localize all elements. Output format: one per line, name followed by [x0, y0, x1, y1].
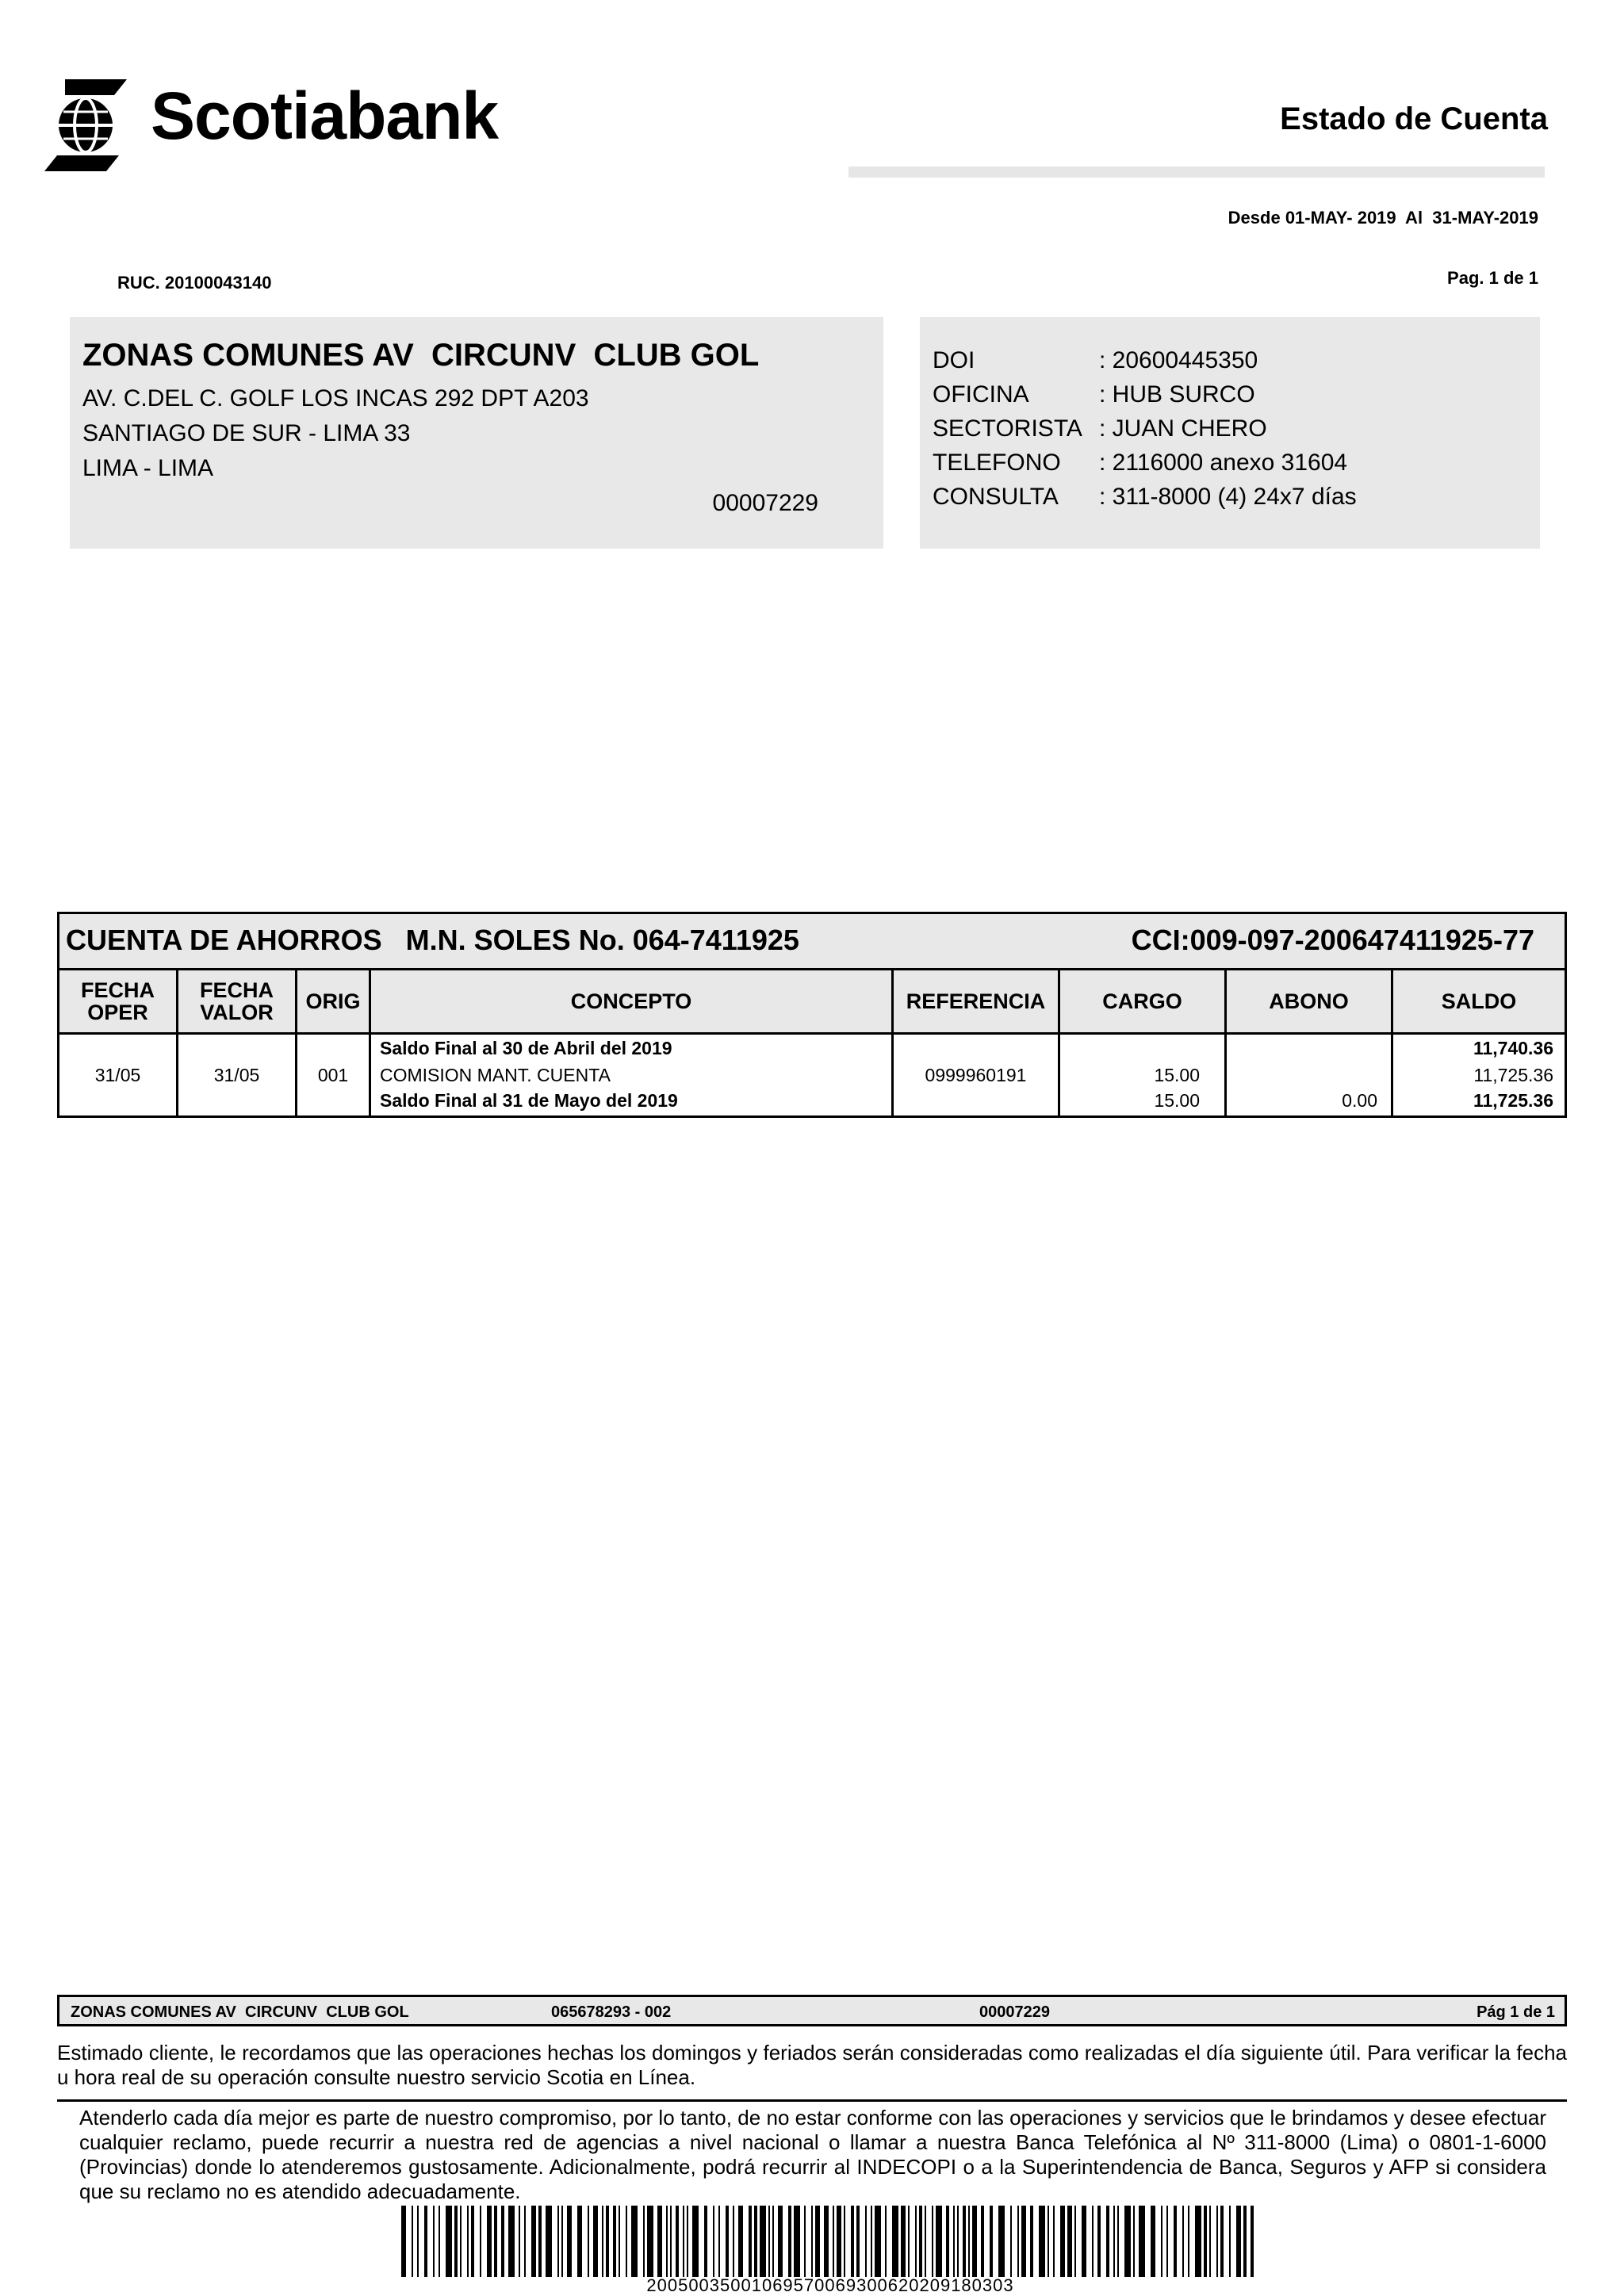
barcode-bar [871, 2206, 872, 2277]
footer-reference: 065678293 - 002 [551, 2003, 672, 2021]
barcode-bar [613, 2206, 616, 2277]
bank-info-value: : 2116000 anexo 31604 [1099, 450, 1348, 476]
barcode-bar [1039, 2206, 1045, 2277]
scotiabank-logo-icon [38, 76, 133, 174]
barcode-bar [915, 2206, 917, 2277]
row-referencia: 0999960191 [925, 1065, 1027, 1085]
barcode-bar [856, 2206, 860, 2277]
barcode-bar [953, 2206, 955, 2277]
bank-info-value: : JUAN CHERO [1099, 415, 1267, 442]
client-address-line-3: LIMA - LIMA [82, 455, 214, 481]
barcode-bar [772, 2206, 774, 2277]
barcode-bar [619, 2206, 620, 2277]
weekend-notice: Estimado cliente, le recordamos que las operaciones hechas los domingos y feriados serán consideradas como realizadas el día siguiente útil. Para verificar la fecha u hora real de su operación consulte nuestro servicio Scotia en Línea. [57, 2041, 1567, 2089]
barcode-bar [401, 2206, 406, 2277]
barcode-bar [760, 2206, 766, 2277]
barcode-bar [718, 2206, 720, 2277]
barcode-bar [676, 2206, 679, 2277]
bank-info-box [920, 317, 1540, 549]
barcode-bar [471, 2206, 474, 2277]
row-orig: 001 [317, 1065, 349, 1085]
row-cargo: 15.00 [1154, 1090, 1200, 1111]
ruc-number: RUC. 20100043140 [117, 273, 272, 293]
client-name: ZONAS COMUNES AV CIRCUNV CLUB GOL [82, 338, 760, 373]
row-concepto: Saldo Final al 31 de Mayo del 2019 [380, 1090, 678, 1111]
barcode-bar [1067, 2206, 1072, 2277]
barcode-bar [1106, 2206, 1109, 2277]
barcode-bar [687, 2206, 688, 2277]
col-cargo: CARGO [1102, 989, 1182, 1013]
barcode-bar [833, 2206, 834, 2277]
claims-notice: Atenderlo cada día mejor es parte de nuestro compromiso, por lo tanto, de no estar conforme con las operaciones y servicios que le brindamos y desee efectuar cualquier reclamo, puede recurrir a nuestra red de agencias a nivel nacional o llamar a nuestra Banca Telefónica al Nº 311-8000 (Lima) o 0801-1-6000 (Provincias) donde lo atenderemos gustosamente. Adicionalmente, podrá recurrir al INDECOPI o a la Superintendencia de Banca, Seguros y AFP si considera que su reclamo no es atendido adecuadamente. [79, 2106, 1546, 2203]
barcode-bar [508, 2206, 515, 2277]
barcode-bar [1236, 2206, 1241, 2277]
barcode-bar [908, 2206, 910, 2277]
barcode-bar [811, 2206, 813, 2277]
column-divider [295, 970, 297, 1115]
barcode-bar [1021, 2206, 1026, 2277]
barcode-bar [557, 2206, 559, 2277]
barcode-bar [768, 2206, 770, 2277]
bank-info-value: : 20600445350 [1099, 347, 1258, 373]
barcode-bar [824, 2206, 829, 2277]
barcode-bar [1139, 2206, 1145, 2277]
barcode-bar [754, 2206, 757, 2277]
bank-info-label: SECTORISTA [933, 415, 1082, 442]
bank-info-label: CONSULTA [933, 484, 1059, 510]
barcode-bar [1030, 2206, 1033, 2277]
barcode-bar [749, 2206, 752, 2277]
col-fecha-oper: FECHA OPER [81, 978, 155, 1024]
barcode-bar [804, 2206, 806, 2277]
barcode-bar [1209, 2206, 1211, 2277]
barcode-icon [401, 2206, 1259, 2277]
barcode-bar [998, 2206, 1005, 2277]
barcode-bar [733, 2206, 734, 2277]
client-code: 00007229 [712, 490, 818, 516]
col-fecha-valor: FECHA VALOR [200, 978, 274, 1024]
barcode-bar [546, 2206, 552, 2277]
barcode-bar [901, 2206, 906, 2277]
client-info-box [70, 317, 883, 549]
barcode-bar [588, 2206, 589, 2277]
barcode-bar [704, 2206, 707, 2277]
barcode-bar [851, 2206, 854, 2277]
barcode-bar [1216, 2206, 1218, 2277]
barcode-bar [643, 2206, 645, 2277]
barcode-bar [561, 2206, 563, 2277]
barcode-bar [972, 2206, 977, 2277]
barcode-bar [692, 2206, 699, 2277]
barcode-bar [577, 2206, 582, 2277]
barcode-bar [424, 2206, 427, 2277]
col-abono: ABONO [1269, 989, 1349, 1013]
bank-info-row [933, 415, 1267, 442]
barcode-bar [567, 2206, 572, 2277]
barcode-bar [1097, 2206, 1101, 2277]
column-divider [1391, 970, 1393, 1115]
document-title: Estado de Cuenta [1280, 101, 1548, 136]
barcode-bar [446, 2206, 452, 2277]
footer-page: Pág 1 de 1 [1477, 2003, 1555, 2021]
barcode-bar [1166, 2206, 1168, 2277]
account-title: CUENTA DE AHORROS M.N. SOLES No. 064-7411925 [66, 924, 799, 956]
barcode-bar [1082, 2206, 1086, 2277]
barcode-bar [666, 2206, 668, 2277]
col-saldo: SALDO [1441, 989, 1517, 1013]
barcode-bar [932, 2206, 933, 2277]
barcode-bar [1053, 2206, 1055, 2277]
bank-info-value: : HUB SURCO [1099, 381, 1255, 408]
row-cargo: 15.00 [1154, 1065, 1200, 1085]
barcode-bar [670, 2206, 672, 2277]
footer-summary-bar [57, 1995, 1567, 2026]
brand-name: Scotiabank [151, 78, 499, 153]
barcode-bar [1117, 2206, 1119, 2277]
barcode-bar [925, 2206, 926, 2277]
barcode-bar [1133, 2206, 1135, 2277]
barcode-bar [501, 2206, 504, 2277]
barcode-bar [631, 2206, 638, 2277]
barcode-bar [1010, 2206, 1012, 2277]
bank-info-value: : 311-8000 (4) 24x7 días [1099, 484, 1357, 510]
barcode-bar [892, 2206, 898, 2277]
table-header-row [59, 970, 1565, 1035]
bank-info-row [933, 347, 1258, 374]
account-cci: CCI:009-097-200647411925-77 [1131, 924, 1534, 956]
barcode-bar [957, 2206, 959, 2277]
barcode-bar [467, 2206, 469, 2277]
barcode-bar [968, 2206, 970, 2277]
barcode-bar [794, 2206, 800, 2277]
col-orig: ORIG [305, 989, 361, 1013]
bank-info-label: OFICINA [933, 381, 1029, 408]
barcode-bar [865, 2206, 867, 2277]
barcode-bar [738, 2206, 743, 2277]
row-saldo: 11,725.36 [1473, 1065, 1553, 1085]
barcode-bar [844, 2206, 845, 2277]
barcode-bar [1048, 2206, 1049, 2277]
barcode-bar [1161, 2206, 1162, 2277]
row-concepto: Saldo Final al 30 de Abril del 2019 [380, 1038, 672, 1058]
barcode-bar [460, 2206, 462, 2277]
barcode-bar [606, 2206, 609, 2277]
barcode-bar [494, 2206, 497, 2277]
barcode-bar [875, 2206, 881, 2277]
bank-info-label: DOI [933, 347, 975, 373]
barcode-bar [538, 2206, 542, 2277]
column-divider [176, 970, 178, 1115]
row-fecha-oper: 31/05 [94, 1065, 141, 1085]
page-indicator: Pag. 1 de 1 [1447, 268, 1538, 288]
barcode-bar [1243, 2206, 1247, 2277]
barcode-bar [1124, 2206, 1131, 2277]
statement-period: Desde 01-MAY- 2019 Al 31-MAY-2019 [1228, 208, 1538, 228]
barcode-bar [726, 2206, 729, 2277]
col-referencia: REFERENCIA [906, 989, 1046, 1013]
row-saldo: 11,740.36 [1473, 1038, 1553, 1058]
bank-info-row [933, 381, 1255, 408]
row-fecha-valor: 31/05 [213, 1065, 260, 1085]
barcode-bar [683, 2206, 684, 2277]
bank-info-row [933, 484, 1357, 511]
barcode-bar [417, 2206, 419, 2277]
barcode-bar [1017, 2206, 1019, 2277]
footer-client-code: 00007229 [979, 2003, 1050, 2021]
barcode-bar [981, 2206, 984, 2277]
footer-divider [57, 2099, 1567, 2102]
barcode-bar [919, 2206, 922, 2277]
row-concepto: COMISION MANT. CUENTA [380, 1065, 611, 1085]
barcode-bar [487, 2206, 492, 2277]
barcode-bar [626, 2206, 627, 2277]
barcode-bar [1251, 2206, 1254, 2277]
barcode-bar [1182, 2206, 1184, 2277]
barcode-bar [439, 2206, 440, 2277]
barcode-bar [713, 2206, 714, 2277]
bank-info-label: TELEFONO [933, 450, 1061, 476]
client-address-line-2: SANTIAGO DE SUR - LIMA 33 [82, 420, 411, 446]
column-divider [1058, 970, 1060, 1115]
bank-info-row [933, 450, 1347, 476]
barcode-bar [1113, 2206, 1115, 2277]
barcode-bar [1188, 2206, 1189, 2277]
barcode-bar [1151, 2206, 1155, 2277]
barcode-bar [1195, 2206, 1201, 2277]
client-address-line-1: AV. C.DEL C. GOLF LOS INCAS 292 DPT A203 [82, 385, 589, 411]
barcode-bar [602, 2206, 603, 2277]
barcode-bar [778, 2206, 783, 2277]
barcode-bar [1074, 2206, 1076, 2277]
barcode-bar [647, 2206, 653, 2277]
row-abono: 0.00 [1342, 1090, 1377, 1111]
column-divider [1224, 970, 1227, 1115]
barcode-bar [990, 2206, 993, 2277]
barcode-bar [1092, 2206, 1094, 2277]
account-header [59, 914, 1565, 970]
barcode-bar [1060, 2206, 1065, 2277]
title-divider [848, 166, 1545, 178]
barcode-bar [531, 2206, 536, 2277]
barcode-bar [524, 2206, 526, 2277]
barcode-bar [815, 2206, 820, 2277]
column-divider [369, 970, 371, 1115]
footer-client-name: ZONAS COMUNES AV CIRCUNV CLUB GOL [71, 2003, 409, 2021]
barcode-bar [1229, 2206, 1231, 2277]
barcode-bar [1204, 2206, 1207, 2277]
col-concepto: CONCEPTO [570, 989, 692, 1013]
barcode-bar [412, 2206, 413, 2277]
barcode-bar [454, 2206, 458, 2277]
barcode-bar [885, 2206, 887, 2277]
barcode-bar [593, 2206, 598, 2277]
barcode-bar [519, 2206, 520, 2277]
barcode-bar [433, 2206, 435, 2277]
barcode-bar [963, 2206, 966, 2277]
barcode-bar [936, 2206, 942, 2277]
barcode-bar [480, 2206, 481, 2277]
barcode-bar [788, 2206, 791, 2277]
row-saldo: 11,725.36 [1473, 1090, 1553, 1111]
barcode-number: 20050035001069570069300620209180303 [646, 2275, 1014, 2295]
barcode-bar [946, 2206, 949, 2277]
barcode-bar [1220, 2206, 1224, 2277]
account-transactions-table [57, 912, 1567, 1118]
barcode-bar [657, 2206, 662, 2277]
column-divider [891, 970, 894, 1115]
barcode-bar [837, 2206, 841, 2277]
barcode-bar [1174, 2206, 1177, 2277]
